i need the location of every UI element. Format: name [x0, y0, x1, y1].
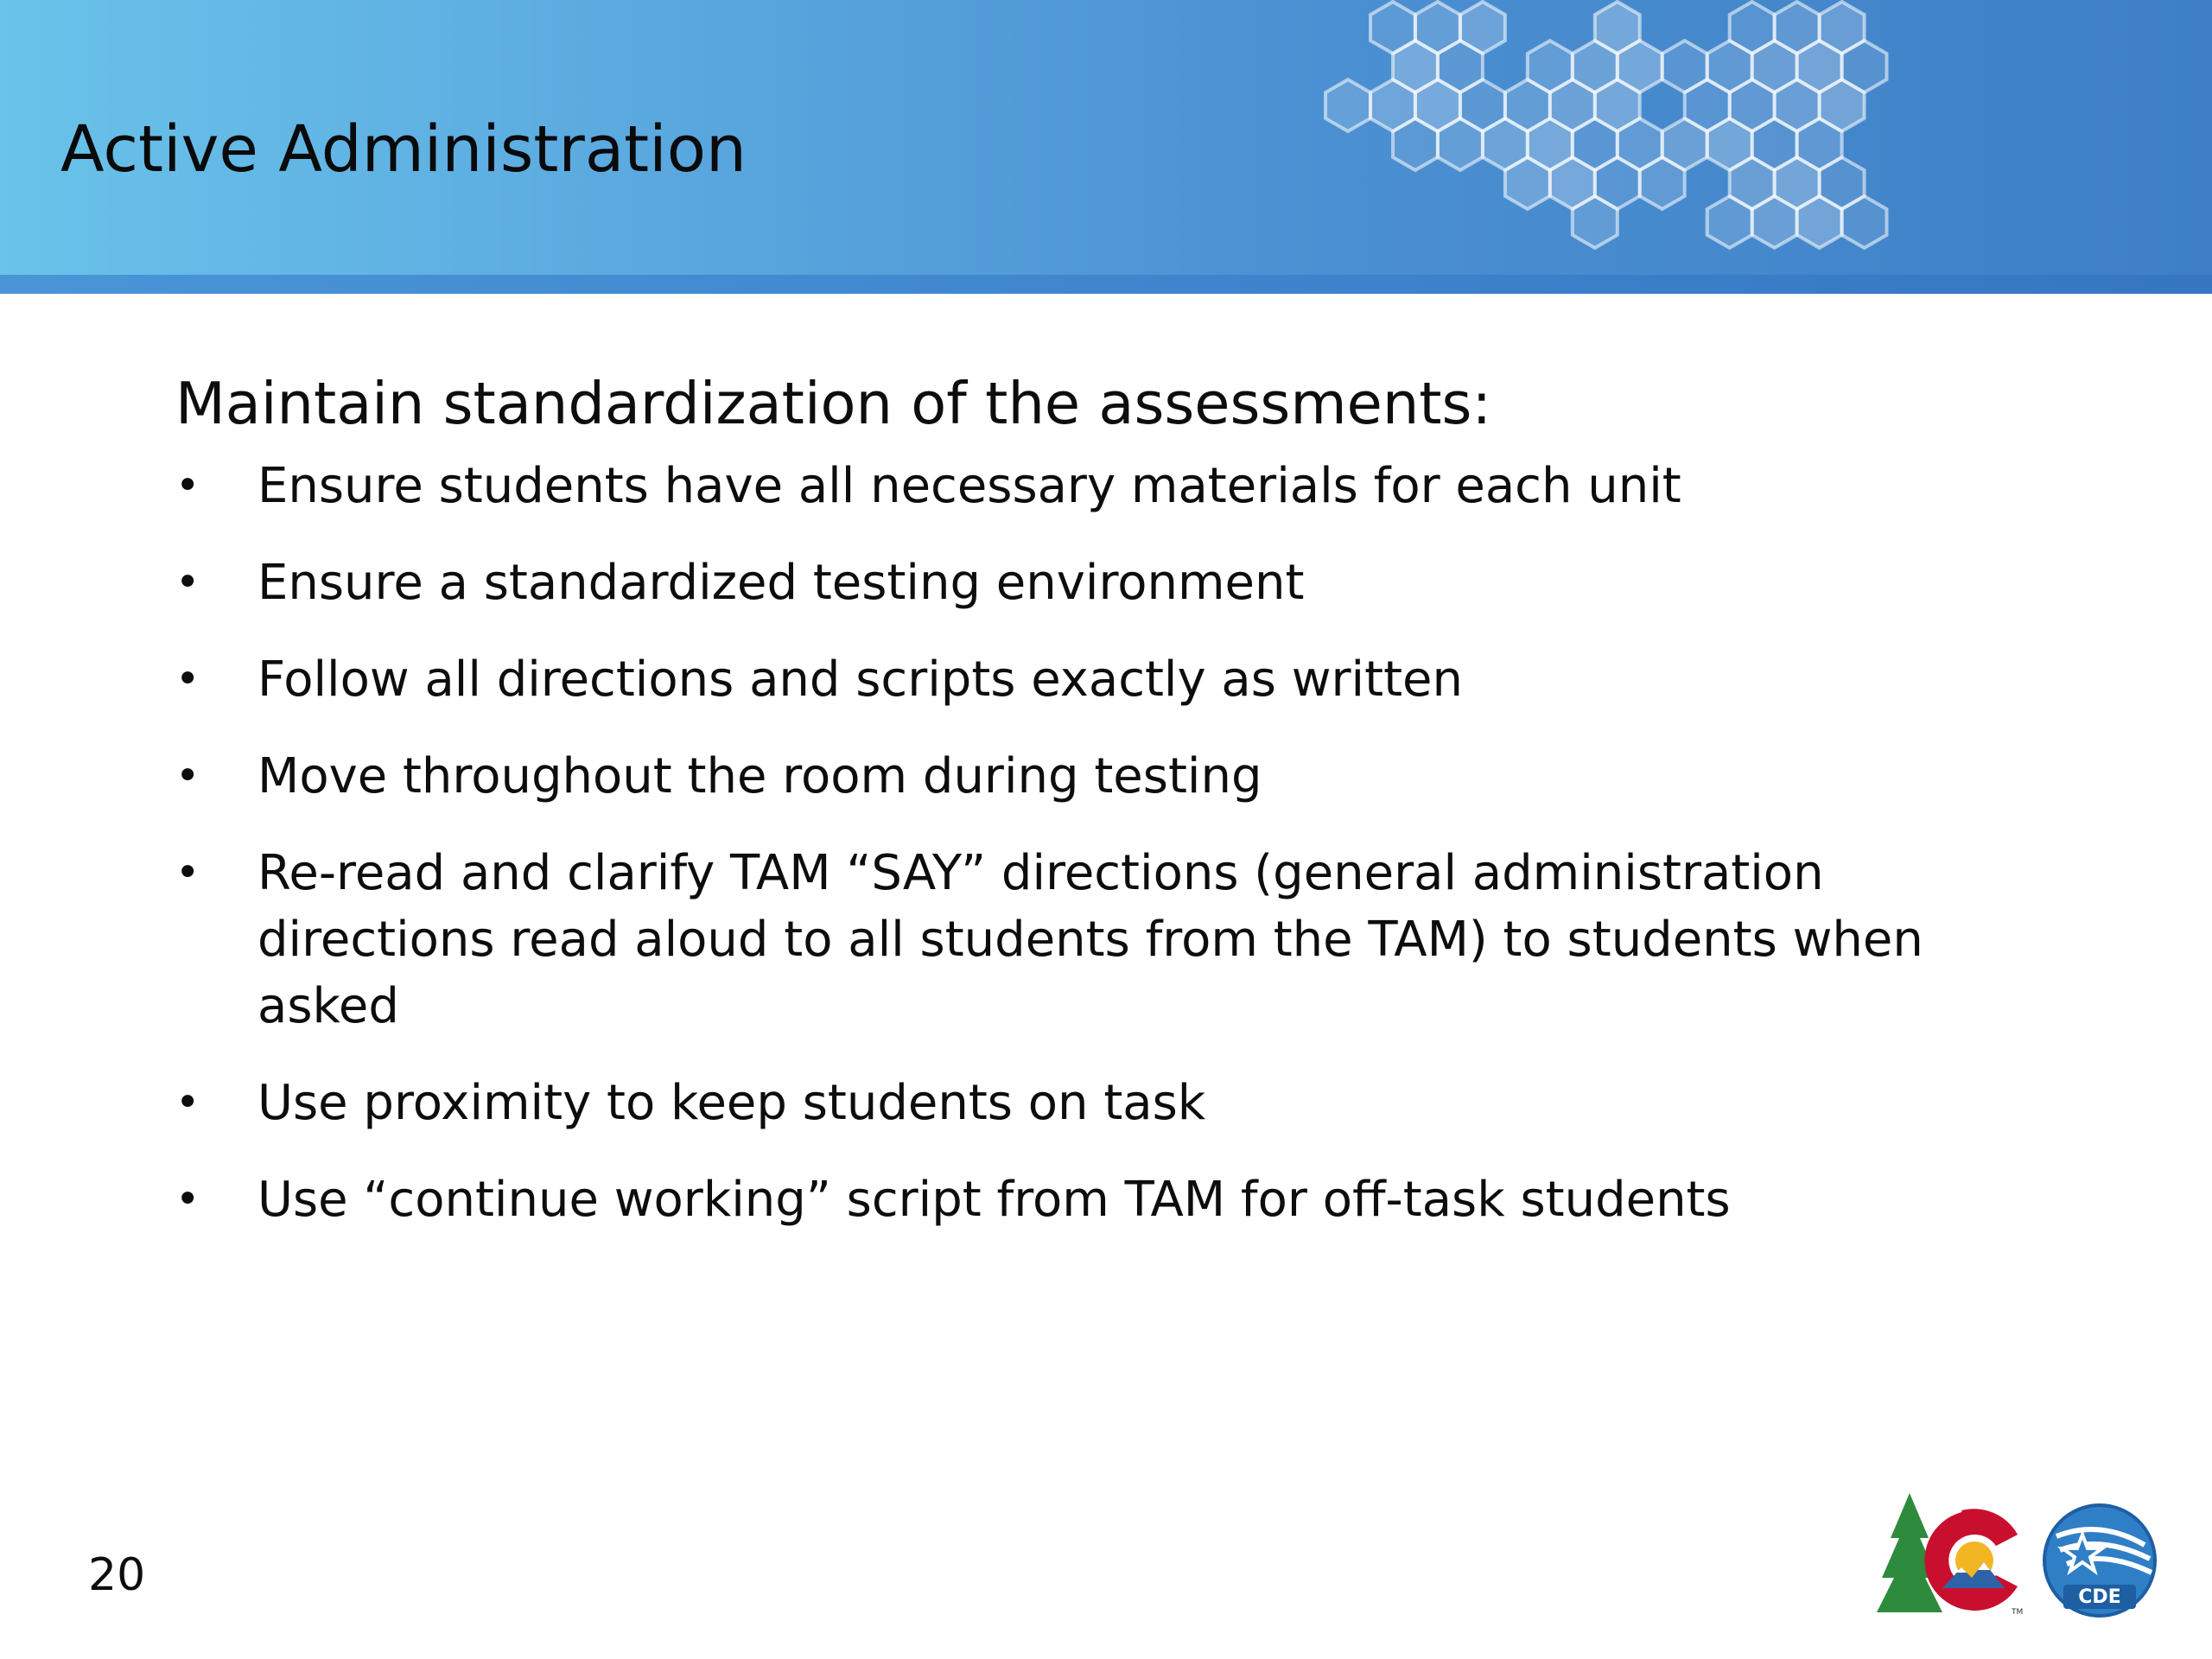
bullet-text: Ensure a standardized testing environment [257, 555, 1305, 611]
hexagon-shape [1640, 157, 1685, 209]
cde-logo-icon [2044, 1505, 2155, 1616]
bullet-item-directions [175, 646, 2029, 713]
colorado-logo-icon [1877, 1493, 2023, 1617]
trademark-text: TM [2012, 1608, 2024, 1617]
hexagon-shape [1842, 196, 1887, 248]
hexagon-shape [1325, 79, 1370, 131]
bullet-text: Use “continue working” script from TAM for off-task students [257, 1172, 1731, 1228]
hexagon-shape [1573, 196, 1618, 248]
cde-logo-text: CDE [2078, 1586, 2121, 1608]
bullet-icon: • [175, 461, 200, 510]
hexagon-shape [1438, 118, 1483, 170]
bullet-text: Ensure students have all necessary materials for each unit [257, 458, 1681, 514]
bullet-text: Use proximity to keep students on task [257, 1075, 1206, 1131]
hexagon-shape [1752, 196, 1797, 248]
bullet-text: Move throughout the room during testing [257, 748, 1262, 804]
bullet-icon: • [175, 558, 200, 607]
bullet-list [175, 453, 2076, 1233]
bullet-text: Re-read and clarify TAM “SAY” directions (general administration directions read aloud to all students from the TAM) to students when asked [257, 845, 1923, 1034]
bullet-item-move [175, 743, 2029, 810]
bullet-text: Follow all directions and scripts exactly as written [257, 652, 1463, 708]
page-number: 20 [88, 1549, 146, 1601]
slide-title: Active Administration [60, 112, 747, 187]
header-underline-stripe [0, 275, 2212, 294]
hexagon-shape [1797, 196, 1842, 248]
bullet-icon: • [175, 655, 200, 703]
bullet-item-materials [175, 453, 2029, 519]
bullet-item-proximity [175, 1070, 2029, 1136]
hexagon-shape [1393, 118, 1438, 170]
bullet-icon: • [175, 752, 200, 800]
bullet-item-environment [175, 550, 2029, 616]
bullet-item-continue-working [175, 1166, 2029, 1233]
bullet-icon: • [175, 1078, 200, 1127]
header-banner [0, 0, 2212, 275]
hexagon-shape [1505, 157, 1550, 209]
bullet-icon: • [175, 1175, 200, 1224]
bullet-item-reread [175, 840, 2029, 1039]
intro-heading: Maintain standardization of the assessments: [175, 370, 1492, 437]
slide-content [175, 363, 2076, 1263]
bullet-icon: • [175, 849, 200, 897]
colorado-cde-logos [1875, 1484, 2160, 1623]
hexagon-shape [1707, 196, 1752, 248]
